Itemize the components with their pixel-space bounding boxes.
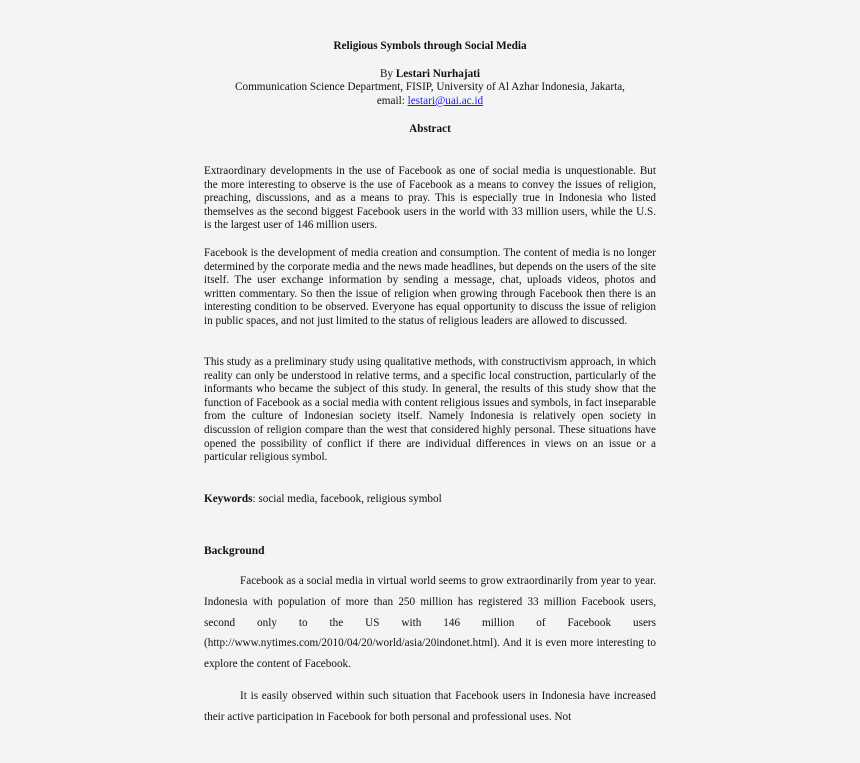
keywords-text: : social media, facebook, religious symbol — [252, 493, 442, 505]
paper-title: Religious Symbols through Social Media — [333, 40, 527, 52]
background-paragraph-text: It is easily observed within such situation that Facebook users in Indonesia have increased their active participation in Facebook for both personal and professional uses. Not — [204, 690, 656, 723]
abstract-paragraph: This study as a preliminary study using qualitative methods, with constructivism approach, in which reality can only be understood in relative terms, and a specific local construction, particularly of the informants who became the subject of this study. In general, the results of this study show that the function of Facebook as a social media with content religious issues and symbols, in fact inseparable from the culture of Indonesian society itself. Namely Indonesia is relatively open society in discussion of religion compare than the west that considered highly personal. These situations have opened the possibility of conflict if there are individual differences in views on an issue or a particular religious symbol. — [204, 356, 656, 464]
abstract-paragraph: Facebook is the development of media creation and consumption. The content of media is no longer determined by the corporate media and the news made headlines, but depends on the users of the site itself. The user exchange information by sending a message, chat, uploads videos, photos and written commentary. So then the issue of religion when growing through Facebook then there is an interesting condition to be observed. Everyone has equal opportunity to discuss the issue of religion in public spaces, and not just limited to the status of religious leaders are allowed to discussed. — [204, 247, 656, 327]
byline-prefix: By — [379, 68, 396, 80]
background-paragraph — [204, 571, 656, 675]
background-paragraph — [204, 686, 656, 728]
background-heading: Background — [204, 545, 265, 557]
keywords-line — [204, 493, 656, 507]
abstract-heading: Abstract — [409, 123, 451, 135]
byline — [204, 68, 656, 82]
abstract-paragraph: Extraordinary developments in the use of Facebook as one of social media is unquestionable. But the more interesting to observe is the use of Facebook as a means to convey the issues of religion, preaching, discussions, and as a means to pray. This is especially true in Indonesia who listed themselves as the second biggest Facebook users in the world with 33 million users, while the U.S. is the largest user of 146 million users. — [204, 165, 656, 232]
keywords-label: Keywords — [204, 493, 253, 505]
email-line — [204, 95, 656, 109]
background-paragraph-text: Facebook as a social media in virtual world seems to grow extraordinarily from year to year. Indonesia with population of more than 250 million has registered 33 million Facebook users, second only to the US with 146 million of Facebook users (http://www.nytimes.com/2010/04/20/world/asia/20indonet.html). And it is even more interesting to explore the content of Facebook. — [204, 575, 656, 671]
author-name: Lestari Nurhajati — [395, 68, 481, 80]
affiliation: Communication Science Department, FISIP, University of Al Azhar Indonesia, Jakarta, — [235, 81, 625, 93]
email-link[interactable]: lestari@uai.ac.id — [407, 95, 484, 107]
email-label: email: — [376, 95, 408, 107]
